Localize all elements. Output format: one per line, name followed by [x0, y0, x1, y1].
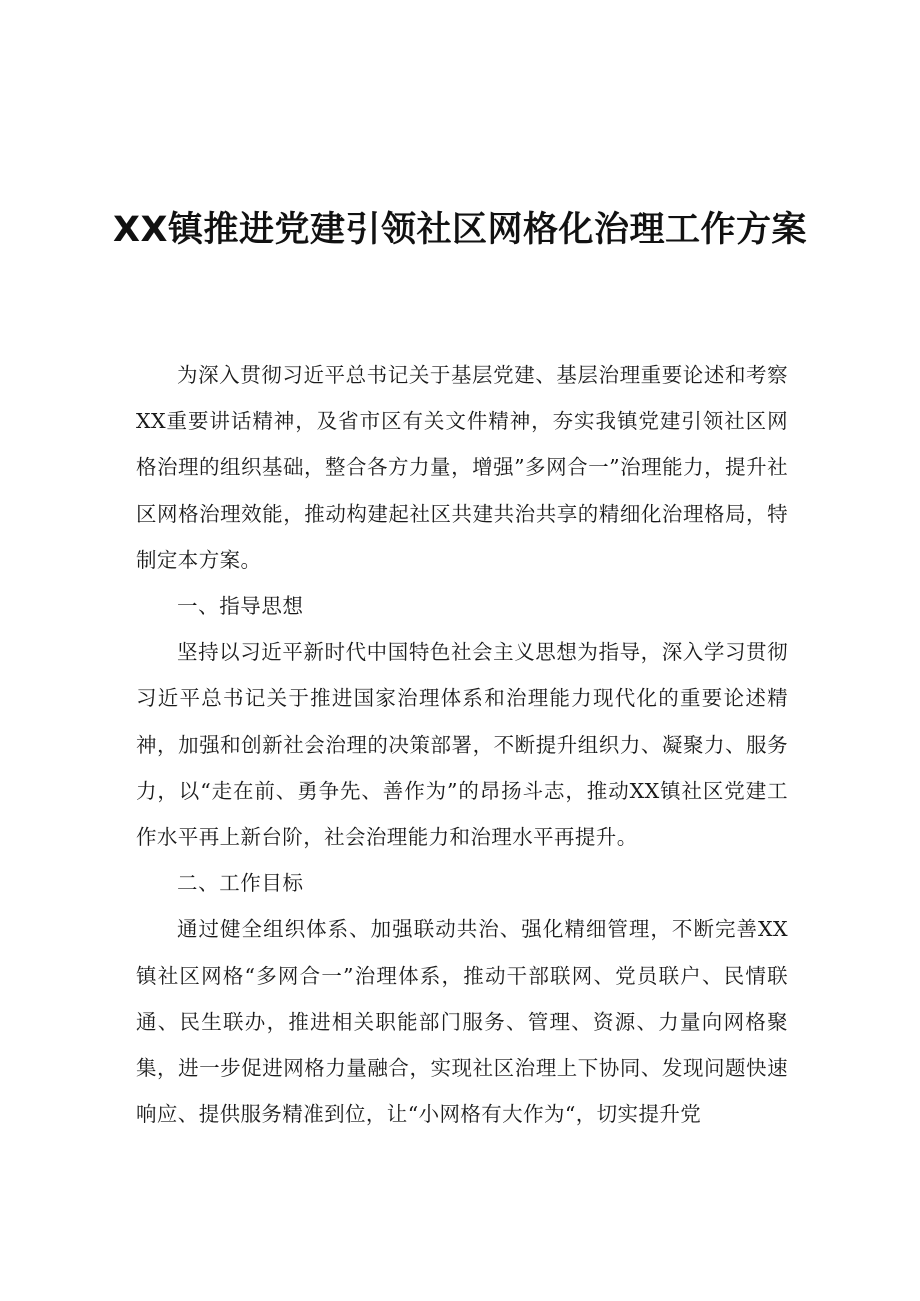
section-paragraph-guiding-ideology: 坚持以习近平新时代中国特色社会主义思想为指导，深入学习贯彻习近平总书记关于推进国家治理体系和治理能力现代化的重要论述精神，加强和创新社会治理的决策部署，不断提升组织力、凝聚力、服务力，以“走在前、勇争先、善作为”的昂扬斗志，推动XX镇社区党建工作水平再上新台阶，社会治理能力和治理水平再提升。 [136, 640, 788, 850]
document-body [136, 352, 788, 1137]
section-heading-guiding-ideology: 一、指导思想 [177, 594, 304, 619]
section-paragraph-work-goals: 通过健全组织体系、加强联动共治、强化精细管理，不断完善XX镇社区网格“多网合一”治理体系，推动干部联网、党员联户、民情联通、民生联办，推进相关职能部门服务、管理、资源、力量向网格聚集，进一步促进网格力量融合，实现社区治理上下协同、发现问题快速响应、提供服务精准到位，让“小网格有大作为“，切实提升党 [136, 917, 788, 1127]
section-heading-work-goals: 二、工作目标 [177, 871, 304, 896]
document-title: XX镇推进党建引领社区网格化治理工作方案 [113, 210, 807, 250]
intro-paragraph: 为深入贯彻习近平总书记关于基层党建、基层治理重要论述和考察XX重要讲话精神，及省市区有关文件精神，夯实我镇党建引领社区网格治理的组织基础，整合各方力量，增强”多网合一”治理能力，提升社区网格治理效能，推动构建起社区共建共治共享的精细化治理格局，特制定本方案。 [136, 363, 788, 572]
